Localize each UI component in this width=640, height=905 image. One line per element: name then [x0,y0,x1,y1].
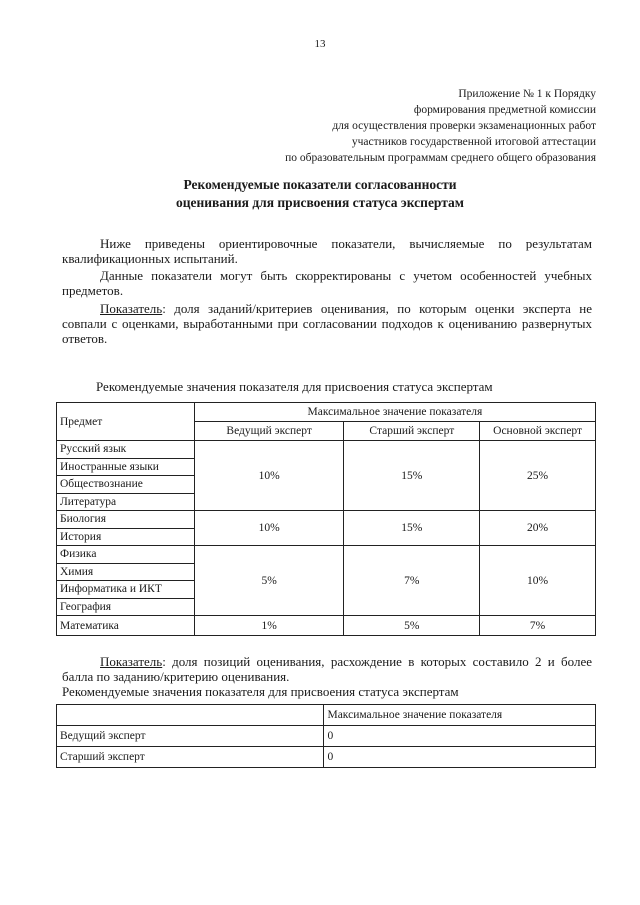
subject-cell: Физика [57,546,195,564]
subject-cell: Химия [57,563,195,581]
value-cell: 0 [324,747,596,768]
value-cell: 7% [480,616,596,636]
title-line-2: оценивания для присвоения статуса экспертам [175,195,465,210]
expert-level-cell: Ведущий эксперт [57,726,324,747]
subject-cell: Обществознание [57,476,195,494]
subject-cell: Русский язык [57,441,195,459]
empty-header-cell [57,705,324,726]
intro-paragraph-1: Ниже приведены ориентировочные показатели, вычисляемые по результатам квалификационных испытаний. [62,236,592,266]
divergence-table [56,704,596,768]
subject-cell: Математика [57,616,195,636]
value-cell: 10% [194,511,344,546]
appendix-line: Приложение № 1 к Порядку [458,88,596,100]
section2-paragraph [62,654,592,684]
title-line-1: Рекомендуемые показатели согласованности [183,177,457,192]
subject-header: Предмет [57,403,195,441]
intro-paragraph-2: Данные показатели могут быть скорректированы с учетом особенностей учебных предметов. [62,268,592,298]
value-cell: 10% [194,441,344,511]
appendix-line: по образовательным программам среднего общего образования [285,152,596,164]
value-cell: 1% [194,616,344,636]
appendix-line: формирования предметной комиссии [413,104,596,116]
expert-level-cell: Старший эксперт [57,747,324,768]
subject-cell: Литература [57,493,195,511]
indicator-text: : доля позиций оценивания, расхождение в которых составило 2 и более балла по заданию/критерию оценивания. [62,654,592,684]
value-cell: 5% [194,546,344,616]
value-cell: 5% [344,616,480,636]
value-cell: 25% [480,441,596,511]
appendix-line: участников государственной итоговой аттестации [351,136,596,148]
table2-caption: Рекомендуемые значения показателя для присвоения статуса экспертам [62,684,459,699]
value-cell: 15% [344,511,480,546]
indicator-text: : доля заданий/критериев оценивания, по которым оценки эксперта не совпали с оценками, выработанными при согласовании подходов к оцениванию развернутых ответов. [62,301,592,346]
subject-cell: Биология [57,511,195,529]
max-value-header: Максимальное значение показателя [324,705,596,726]
column-senior-expert: Старший эксперт [344,422,480,441]
document-title [0,176,640,212]
intro-paragraph-3 [62,301,592,346]
subject-cell: История [57,528,195,546]
column-lead-expert: Ведущий эксперт [194,422,344,441]
page-number: 13 [314,38,326,50]
subject-cell: Иностранные языки [57,458,195,476]
max-value-header: Максимальное значение показателя [194,403,595,422]
subject-cell: Информатика и ИКТ [57,581,195,599]
expert-thresholds-table [56,402,596,636]
value-cell: 7% [344,546,480,616]
table1-caption: Рекомендуемые значения показателя для присвоения статуса экспертам [96,379,493,394]
value-cell: 15% [344,441,480,511]
indicator-label: Показатель [100,301,163,316]
column-main-expert: Основной эксперт [480,422,596,441]
indicator-label: Показатель [100,654,163,669]
value-cell: 0 [324,726,596,747]
value-cell: 20% [480,511,596,546]
subject-cell: География [57,598,195,616]
appendix-header [285,86,596,166]
value-cell: 10% [480,546,596,616]
appendix-line: для осуществления проверки экзаменационных работ [332,120,596,132]
